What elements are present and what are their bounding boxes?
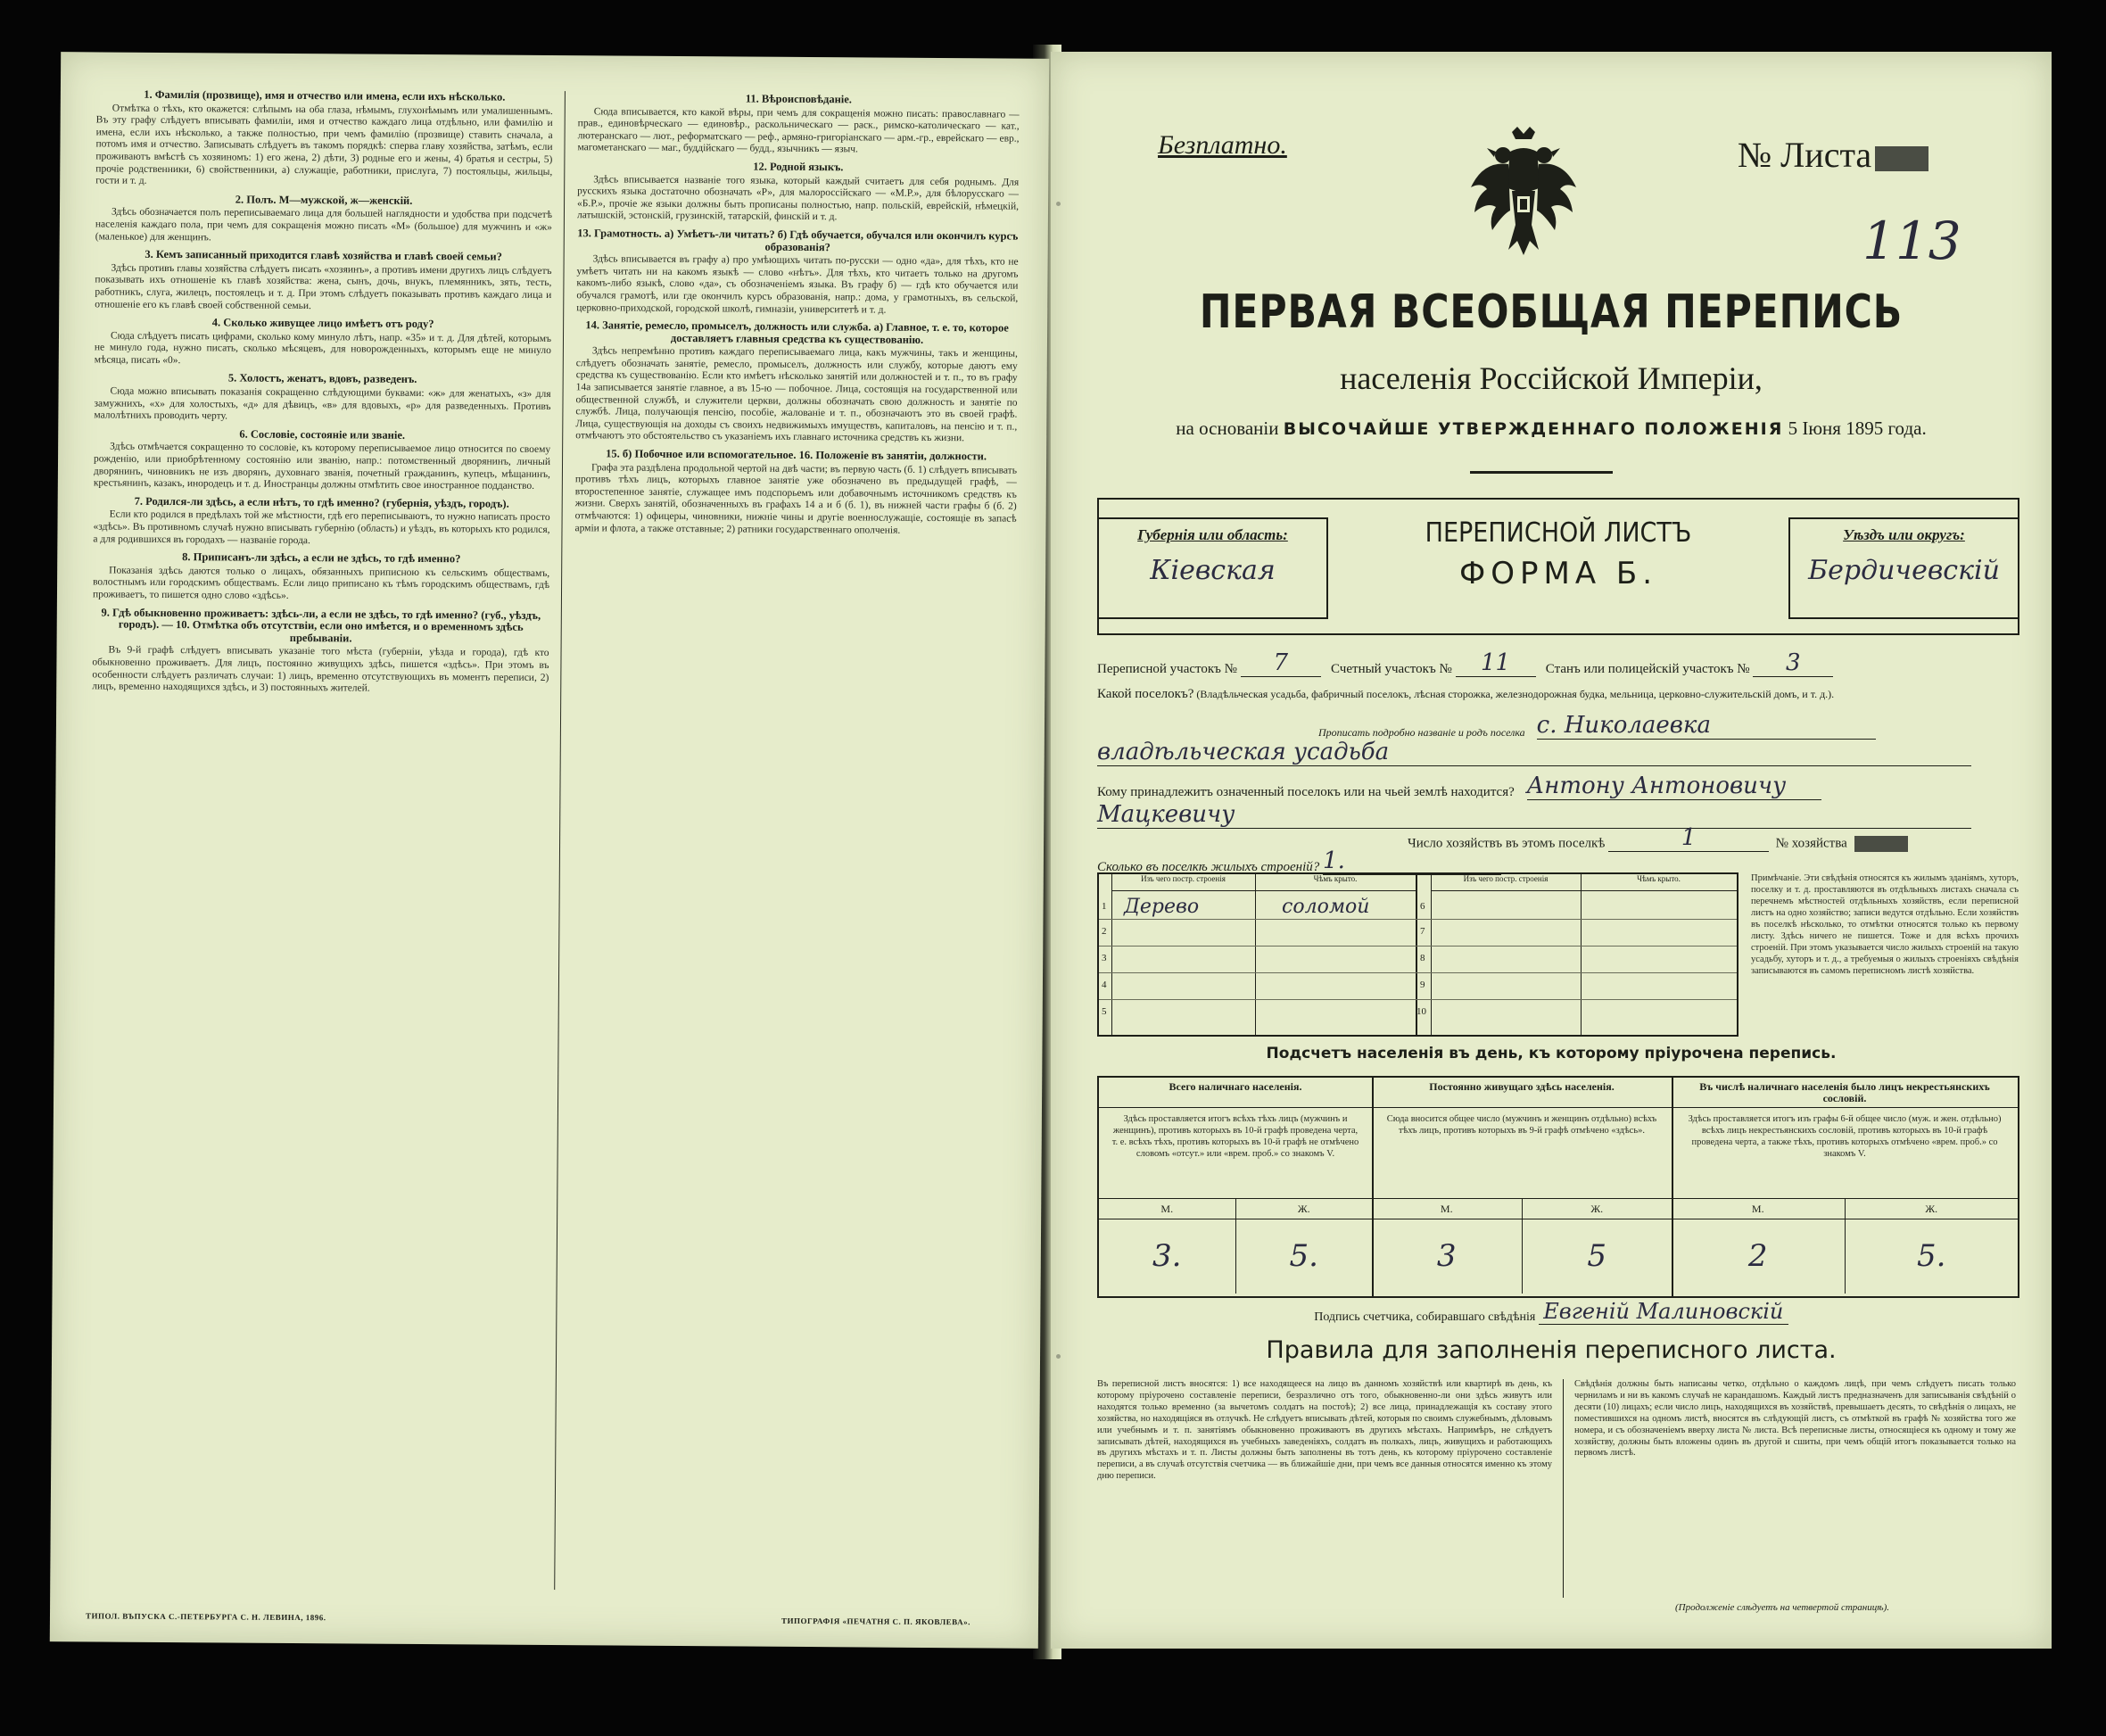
- female-count: 5.: [1289, 1238, 1318, 1274]
- buildings-material-header: Изъ чего постр. строенія: [1431, 874, 1581, 891]
- right-page-census-form: [1051, 52, 2052, 1649]
- column-divider: [554, 91, 566, 1590]
- dwellings-label: Сколько въ поселкѣ жилыхъ строеній?: [1097, 860, 1320, 874]
- stan-value: 3: [1753, 649, 1833, 677]
- instruction-section-body: Если кто родился в предѣлахъ той же мѣстности, гдѣ его переписываютъ, то нужно написать просто «здѣсь». Въ противномъ случаѣ нужно вписывать губернію (область) и уѣздъ, въ которыхъ кто родился, а для родившихся въ городахъ — названіе города.: [93, 508, 550, 546]
- redacted-stamp: [1875, 146, 1928, 171]
- settlement-type-line: [1097, 687, 1834, 702]
- rules-continued-note: (Продолженіе слѣдуетъ на четвертой страницѣ).: [1675, 1602, 1889, 1613]
- instruction-section-title: 14. Занятіе, ремесло, промыселъ, должность или служба. а) Главное, т. е. то, которое доставляетъ главныя средства къ существованію.: [585, 318, 1009, 346]
- building-row-number: 6: [1420, 901, 1425, 912]
- enumerator-signature-line: [1051, 1299, 2052, 1325]
- instruction-section-body: Здѣсь противъ главы хозяйства слѣдуетъ писать «хозяинъ», а противъ имени другихъ лицъ слѣдуетъ показывать ихъ отношеніе къ главѣ хозяйства: жена, сынъ, дочь, внукъ, племянникъ, зять, тесть, работникъ, слуга, жилецъ, постоялецъ и т. д. При этомъ слѣдуетъ показывать противъ каждаго лица и отношеніе его къ главѣ своей собственной семьи.: [95, 262, 552, 311]
- buildings-table: [1097, 872, 1738, 1037]
- count-group-description: Сюда вносится общее число (мужчинъ и женщинъ отдѣльно) всѣхъ тѣхъ лицъ, противъ которыхъ въ 9-й графѣ отмѣчено «здѣсь».: [1372, 1108, 1672, 1199]
- building-material-value: Дерево: [1124, 896, 1200, 918]
- male-count: 3.: [1099, 1219, 1236, 1294]
- instruction-section-title: 9. Гдѣ обыкновенно проживаетъ: здѣсь-ли, а если не здѣсь, то гдѣ именно? (губ., уѣздъ, городъ). — 10. Отмѣтка объ отсутствіи, если оно имѣется, и о временномъ здѣсь пребываніи.: [101, 606, 541, 645]
- instruction-section-title: 6. Сословіе, состояніе или званіе.: [239, 427, 406, 442]
- row-line: [1099, 919, 1737, 920]
- instruction-section-body: Сюда можно вписывать показанія сокращенно слѣдующими буквами: «ж» для женатыхъ, «з» для замужнихъ, «х» для холостыхъ, «д» для дѣвицъ, «в» для вдовыхъ, «р» для разведенныхъ. Противъ малолѣтнихъ проводить черту.: [94, 385, 551, 422]
- province-label: Губернія или область:: [1137, 526, 1288, 543]
- instruction-section-title: 15. б) Побочное или вспомогательное. 16. Положеніе въ занятіи, должности.: [606, 447, 987, 463]
- buildings-roof-header: Чѣмъ крыто.: [1255, 874, 1416, 891]
- instruction-section-title: 2. Полъ. М—мужской, ж—женскій.: [235, 193, 413, 207]
- instruction-section-title: 13. Грамотность. а) Умѣетъ-ли читать? б) Гдѣ обучается, обучался или окончилъ курсъ образованія?: [577, 227, 1019, 253]
- count-group-resident: [1372, 1078, 1673, 1296]
- sex-header-row: М. Ж.: [1372, 1199, 1672, 1219]
- instruction-section-body: Здѣсь вписывается въ графу а) про умѣющихъ читать по-русски — одно «да», для тѣхъ, кто не умѣетъ читать ни на какомъ языкѣ — слово «нѣтъ». Для тѣхъ, кто читаетъ только на другомъ какомъ-либо языкѣ, слово «да», съ обозначеніемъ языка. Въ графу б) — гдѣ кто обучается или обучался грамотѣ, или где окончилъ курсъ образованія, напр.: дома, у грамотныхъ, въ сельской, церковно-приходской, городской школѣ, гимназіи, университетѣ и т. д.: [576, 253, 1019, 316]
- count-values-row: [1099, 1219, 1372, 1294]
- count-group-header: Въ числѣ наличнаго населенія было лицъ некрестьянскихъ сословій.: [1672, 1078, 2018, 1108]
- instruction-section-body: Здѣсь вписывается названіе того языка, который каждый считаетъ для себя роднымъ. Для русскихъ языка достаточно обозначать «Р», для малороссійскаго — «М.Р.», для бѣлорусскаго — «Б.Р.», прочіе же языки должны быть прописаны полностью, напр. польскій, еврейскій, нѣмецкій, латышскій, эстонскій, грузинскій, татарскій, финскій и т. д.: [576, 173, 1020, 223]
- count-group-non-peasant: [1672, 1078, 2018, 1296]
- count-values-row: [1672, 1219, 2018, 1294]
- owner-label: Кому принадлежитъ означенный поселокъ или на чьей землѣ находится?: [1097, 785, 1515, 799]
- printer-footer-left: ТИПОЛ. ВЪПУСКА С.-ПЕТЕРБУРГА С. Н. ЛЕВИНА, 1896.: [85, 1611, 326, 1623]
- count-values-row: [1372, 1219, 1672, 1294]
- left-page-instructions: [50, 52, 1049, 1649]
- instruction-section-body: Показанія здѣсь даются только о лицахъ, обязанныхъ приписною къ сельскимъ обществамъ, волостнымъ или городскимъ обществамъ. Если лицо приписано къ тѣмъ городскимъ обществамъ, гдѣ проживаетъ, то пишется одно слово «здѣсь».: [92, 565, 550, 601]
- building-row-number: 1: [1102, 901, 1107, 912]
- buildings-material-header: Изъ чего постр. строенія: [1111, 874, 1255, 891]
- settlement-name-line: [1318, 712, 1876, 740]
- district-value: Бердичевскій: [1808, 555, 2000, 586]
- building-row-number: 2: [1102, 926, 1107, 937]
- building-row-number: 5: [1102, 1006, 1107, 1017]
- title-divider: [1470, 471, 1613, 474]
- instruction-section-body: Въ 9-й графѣ слѣдуетъ вписывать указаніе того мѣста (губерніи, уѣзда и города), гдѣ кто обыкновенно проживаетъ. Для лицъ, постоянно живущихъ здѣсь, пишется «здѣсь». При этомъ въ особенности слѣдуетъ различать случаи: 1) лицъ, временно отсутствующихъ въ моментъ переписи, 2) лицъ, временно находящихся здѣсь, и 3) постоянныхъ жителей.: [92, 644, 549, 694]
- signature-label: Подпись счетчика, собиравшаго свѣдѣнія: [1314, 1310, 1536, 1324]
- col-line: [1255, 874, 1256, 1035]
- sex-header-row: М. Ж.: [1099, 1199, 1372, 1219]
- sheet-number-field: [1738, 134, 1928, 176]
- census-section-value: 7: [1241, 649, 1321, 677]
- count-group-header: Всего наличнаго населенія.: [1099, 1078, 1372, 1108]
- sex-header-row: М. Ж.: [1672, 1199, 2018, 1219]
- owner-value-2: Мацкевичу: [1097, 801, 1971, 829]
- form-title: [1326, 500, 1790, 591]
- households-value: 1: [1608, 824, 1769, 852]
- counting-section-label: Счетный участокъ №: [1331, 662, 1452, 676]
- handwritten-sheet-number: 113: [1862, 211, 1961, 271]
- instruction-section-title: 4. Сколько живущее лицо имѣетъ отъ роду?: [211, 316, 434, 331]
- building-row-number: 10: [1416, 1006, 1426, 1017]
- count-group-header: Постоянно живущаго здѣсь населенія.: [1372, 1078, 1672, 1108]
- rules-title: Правила для заполненія переписного листа.: [1266, 1336, 1837, 1364]
- row-line: [1099, 946, 1737, 947]
- owner-value-1: Антону Антоновичу: [1527, 773, 1821, 800]
- instruction-section-body: Здѣсь обозначается полъ переписываемаго лица для большей наглядности и удобства при подсчетѣ населенія каждаго пола, при чемъ для сокращенія можно писать «М» (большое) для мужчинъ и «ж» (маленькое) для женщинъ.: [95, 206, 553, 243]
- col-line: [1581, 874, 1582, 1035]
- free-of-charge-label: Безплатно.: [1158, 130, 1287, 160]
- instruction-section-body: Здѣсь отмѣчается сокращенно то сословіе, къ которому переписываемое лицо относится по своему рожденію, или приобрѣтенному состоянію или званію, напр.: потомственный дворянинъ, личный дворянинъ, чиновникъ не изъ дворянъ, духовнаго званія, почетный гражданинъ, купецъ, мѣщанинъ, крестьянинъ, казакъ, инородецъ и т. д. Иностранцы должны отмѣтить свое иностранное подданство.: [93, 441, 551, 492]
- sheet-number-label: № Листа: [1738, 135, 1872, 175]
- col-line: [1111, 874, 1112, 1035]
- census-main-title: ПЕРВАЯ ВСЕОБЩАЯ ПЕРЕПИСЬ: [1199, 285, 1904, 339]
- instructions-column-a: [86, 83, 553, 1585]
- female-count: 5: [1587, 1238, 1607, 1274]
- instruction-section-body: Здѣсь непремѣнно противъ каждаго переписываемаго лица, какъ мужчины, такъ и женщины, слѣдуетъ обозначать занятіе, ремесло, промыселъ, должность или службу, которые даютъ ему средства къ существованію. Если кто имѣетъ нѣсколько занятій или должностей и т. п., то въ графу 14а записывается занятіе главное, а въ 15-ю — побочное. Лица, состоящія на государственной или общественной службѣ, и служители церкви, должны обозначать свою должность и занятіе по службѣ. Лица, получающія пенсію, пособіе, жалованіе и т. п., обозначаютъ это въ своей графѣ. Лица, существующія на доходы съ своихъ недвижимыхъ имуществъ, капиталовъ, на пенсію и т. п., отмѣчаютъ это обстоятельство съ указаніемъ ихъ главнаго источника средствъ къ жизни.: [575, 345, 1018, 444]
- counting-section-value: 11: [1456, 649, 1536, 677]
- rules-divider: [1563, 1379, 1564, 1598]
- count-group-description: Здѣсь проставляется итогъ изъ графы 6-й общее число (муж. и жен. отдѣльно) всѣхъ лицъ некрестьянскихъ сословій, противъ которыхъ въ 10-й графѣ проведена черта, а также тѣхъ, противъ которыхъ отмѣчено «врем. проб.» со знакомъ V.: [1672, 1108, 2018, 1199]
- buildings-note: Примѣчаніе. Эти свѣдѣнія относятся къ жилымъ зданіямъ, хуторъ, поселку и т. д. проставляются въ отдѣльныхъ листахъ сначала съ перечнемъ мѣстностей отдѣльныхъ хозяйствъ, если переписной листъ на одно хозяйство; записи ведутся отдѣльно. Если хозяйствъ въ поселкѣ нѣсколько, то отмѣтки относятся только къ первому листу. Здѣсь ничего не пишется. Тоже и для всѣхъ прочихъ строеній. При этомъ указывается число жилыхъ строеній на такую усадьбу, хуторъ и т. д., а требуемыя о жилыхъ строеніяхъ свѣдѣнія записываются въ самомъ переписномъ листѣ хозяйства.: [1751, 873, 2019, 976]
- dwellings-value: 1.: [1323, 847, 1501, 875]
- buildings-roof-header: Чѣмъ крыто.: [1581, 874, 1737, 891]
- building-row-number: 8: [1420, 953, 1425, 963]
- households-label: Число хозяйствъ въ этомъ поселкѣ: [1408, 836, 1606, 851]
- male-count: 3: [1372, 1219, 1523, 1294]
- form-title-line-1: ПЕРЕПИСНОЙ ЛИСТЪ: [1425, 517, 1692, 549]
- redacted-stamp: [1854, 836, 1908, 852]
- census-legal-basis: на основаніи ВЫСОЧАЙШЕ УТВЕРЖДЕННАГО ПОЛОЖЕНІЯ 5 Іюня 1895 года.: [1176, 417, 1927, 439]
- instruction-section-title: 12. Родной языкъ.: [753, 160, 844, 174]
- instruction-section-title: 8. Приписанъ-ли здѣсь, а если не здѣсь, то гдѣ именно?: [182, 550, 461, 566]
- census-section-label: Переписной участокъ №: [1097, 662, 1237, 676]
- printer-footer-right: ТИПОГРАФІЯ «ПЕЧАТНЯ С. П. ЯКОВЛЕВА».: [780, 1616, 970, 1627]
- row-line: [1099, 972, 1737, 973]
- census-subtitle: населенія Россійской Имперіи,: [1340, 360, 1763, 396]
- binding-hole: [1056, 202, 1061, 206]
- signature-value: Евгеній Малиновскій: [1539, 1299, 1788, 1325]
- stan-label: Станъ или полицейскій участокъ №: [1545, 662, 1750, 676]
- instruction-section-title: 11. Вѣроисповѣданіе.: [745, 92, 853, 106]
- instruction-section-title: 1. Фамилія (прозвище), имя и отчество или имена, если ихъ нѣсколько.: [144, 87, 506, 103]
- settlement-name-value: с. Николаевка: [1537, 712, 1876, 740]
- household-number-label: № хозяйства: [1775, 836, 1847, 851]
- population-count-title: Подсчетъ населенія въ день, къ которому пріурочена перепись.: [1266, 1045, 1837, 1062]
- building-row-number: 4: [1102, 980, 1107, 990]
- province-cell: [1099, 517, 1328, 619]
- count-group-present: [1099, 1078, 1374, 1296]
- form-header-box: [1097, 498, 2019, 635]
- province-value: Кіевская: [1150, 555, 1276, 586]
- col-line: [1431, 874, 1432, 1035]
- instruction-section-title: 7. Родился-ли здѣсь, а если нѣтъ, то гдѣ именно? (губернія, уѣздъ, городъ).: [134, 494, 509, 510]
- settlement-name-hint: Прописать подробно названіе и родъ поселка: [1318, 726, 1525, 739]
- settlement-type-value-line: [1097, 739, 1971, 766]
- instruction-section-body: Сюда слѣдуетъ писать цифрами, сколько кому минуло лѣтъ, напр. «35» и т. д. Для дѣтей, которымъ не минуло года, нужно писать, сколько мѣсяцевъ, для новорожденныхъ, которымъ еще не минуло мѣсяца, писать «0».: [94, 330, 552, 366]
- female-count: 5.: [1917, 1238, 1946, 1274]
- count-group-description: Здѣсь проставляется итогъ всѣхъ тѣхъ лицъ (мужчинъ и женщинъ), противъ которыхъ въ 10-й графѣ проведена черта, т. е. всѣхъ тѣхъ, противъ которыхъ въ 10-й графѣ не отмѣчено словомъ «отсут.» или «врем. проб.» со знакомъ V.: [1099, 1108, 1372, 1199]
- building-row-number: 7: [1420, 926, 1425, 937]
- instruction-section-title: 5. Холостъ, женатъ, вдовъ, разведенъ.: [227, 371, 417, 386]
- rules-column-a: Въ переписной листъ вносятся: 1) все находящееся на лицо въ данномъ хозяйствѣ или квартирѣ въ день, къ которому пріурочено составленіе переписи, безразлично отъ того, обыкновенно-ли они здѣсь живутъ или находятся только временно (за вычетомъ солдатъ на постоѣ); 2) все лица, принадлежащія къ составу этого хозяйства, но находящіяся въ отлучкѣ. Не слѣдуетъ вписывать дѣтей, которыя по своимъ служебнымъ, дѣловымъ или учебнымъ и т. п. занятіямъ обыкновенно проживаютъ въ другихъ мѣстахъ. Напримѣръ, не слѣдуетъ записывать дѣтей, находящихся въ учебныхъ заведеніяхъ, солдатъ въ полкахъ, лицъ, живущихъ и работающихъ въ другихъ мѣстахъ и т. п. Листы должны быть заполнены въ тотъ день, къ которому пріурочено составленіе переписи, а въ случаѣ отсутствія счетчика — въ ближайшіе дни, при чемъ все данныя относятся именно къ этому дню переписи.: [1097, 1379, 1552, 1482]
- instruction-section-title: 3. Кемъ записанный приходится главѣ хозяйства и главѣ своей семьи?: [145, 247, 502, 263]
- building-roof-value: соломой: [1282, 896, 1370, 918]
- instructions-column-b: [567, 87, 1020, 1588]
- instruction-section-body: Отмѣтка о тѣхъ, кто окажется: слѣпымъ на оба глаза, нѣмымъ, глухонѣмымъ или умалишеннымъ. Въ эту графу слѣдуетъ вписывать фамиліи, имя и отчество каждаго лица отдѣльно, или фамилію и имена, если ихъ нѣсколько, а также полностью, при чемъ фамилію (прозвище) ставить сначала, а потомъ имя и отчество. Записывать слѣдуетъ въ такомъ порядкѣ: сперва главу хозяйства, затѣмъ, если проживаютъ вмѣстѣ съ хозяиномъ: 1) его жена, 2) дѣти, 3) родные его и жены, 4) братья и сестры, 5) прочіе родственники, 6) свойственники, а) служащіе, работники, прислуга, 7) постояльцы, жильцы, гости и т. д.: [95, 103, 553, 186]
- settlement-label: Какой поселокъ?: [1097, 687, 1194, 701]
- building-row-number: 9: [1420, 980, 1425, 990]
- instruction-section-body: Графа эта раздѣлена продольной чертой на двѣ части; въ первую часть (б. 1) слѣдуетъ вписывать противъ тѣхъ лицъ, которыхъ главное занятіе уже обозначено въ предыдущей графѣ, — второстепенное занятіе, служащее имъ подспорьемъ или добавочнымъ источникомъ средствъ къ жизни. Сверхъ занятій, обозначенныхъ въ графахъ 14 а и б (б. 1), въ нижней части графы б (б. 2) отмѣчаются: 1) офицеры, чиновники, нижніе чины и другіе военнослужащіе, состоящіе въ запасѣ армiи и флота, а также отставные; 2) ратники государственнаго ополченія.: [574, 461, 1018, 536]
- form-title-line-2: ФОРМА Б.: [1458, 556, 1658, 591]
- district-label: Уѣздъ или округъ:: [1843, 526, 1965, 543]
- owner-line: [1097, 773, 1821, 800]
- double-headed-eagle-emblem: [1466, 125, 1582, 259]
- settlement-type-value: владѣльческая усадьба: [1097, 739, 1971, 766]
- instruction-section-body: Сюда вписывается, кто какой вѣры, при чемъ для сокращенія можно писать: православнаго — прав., единовѣрческаго — единовѣр., раскольническаго — раск., римско-католическаго — кат., лютеранскаго — лют., реформатскаго — реф., армяно-григоріанскаго — арм.-гр., еврейскаго — евр., магометанскаго — маг., буддійскаго — будд., язычникъ — языч.: [577, 105, 1020, 155]
- settlement-hint: (Владѣльческая усадьба, фабричный поселокъ, лѣсная сторожка, железнодорожная будка, мельница, церковно-служительскій домъ, и т. д.).: [1196, 688, 1835, 700]
- male-count: 2: [1672, 1219, 1846, 1294]
- population-count-table: [1097, 1076, 2019, 1298]
- section-numbers-line: [1097, 649, 1833, 677]
- district-cell: [1788, 517, 2018, 619]
- building-row-number: 3: [1102, 953, 1107, 963]
- dwellings-line: [1097, 847, 1501, 875]
- row-line: [1099, 999, 1737, 1000]
- rules-column-b: Свѣдѣнія должны быть написаны четко, отдѣльно о каждомъ лицѣ, при чемъ слѣдуетъ писать только черниламъ и ни въ какомъ случаѣ не карандашомъ. Каждый листъ предназначенъ для записыванія свѣдѣній о десяти (10) лицахъ; если число лицъ, находящихся въ хозяйствѣ, превышаетъ десять, то свѣдѣнія о лицахъ, не поместившихся на одномъ листѣ, вносятся въ слѣдующій листъ, съ отмѣткой въ графѣ № хозяйства того же номера, и съ обозначеніемъ вверху листа № листа. Всѣ переписные листы, относящіеся къ одному и тому же хозяйству, должны быть вложены одинъ въ другой и сшиты, при чемъ общій итогъ показывается только на первомъ листѣ.: [1574, 1379, 2016, 1459]
